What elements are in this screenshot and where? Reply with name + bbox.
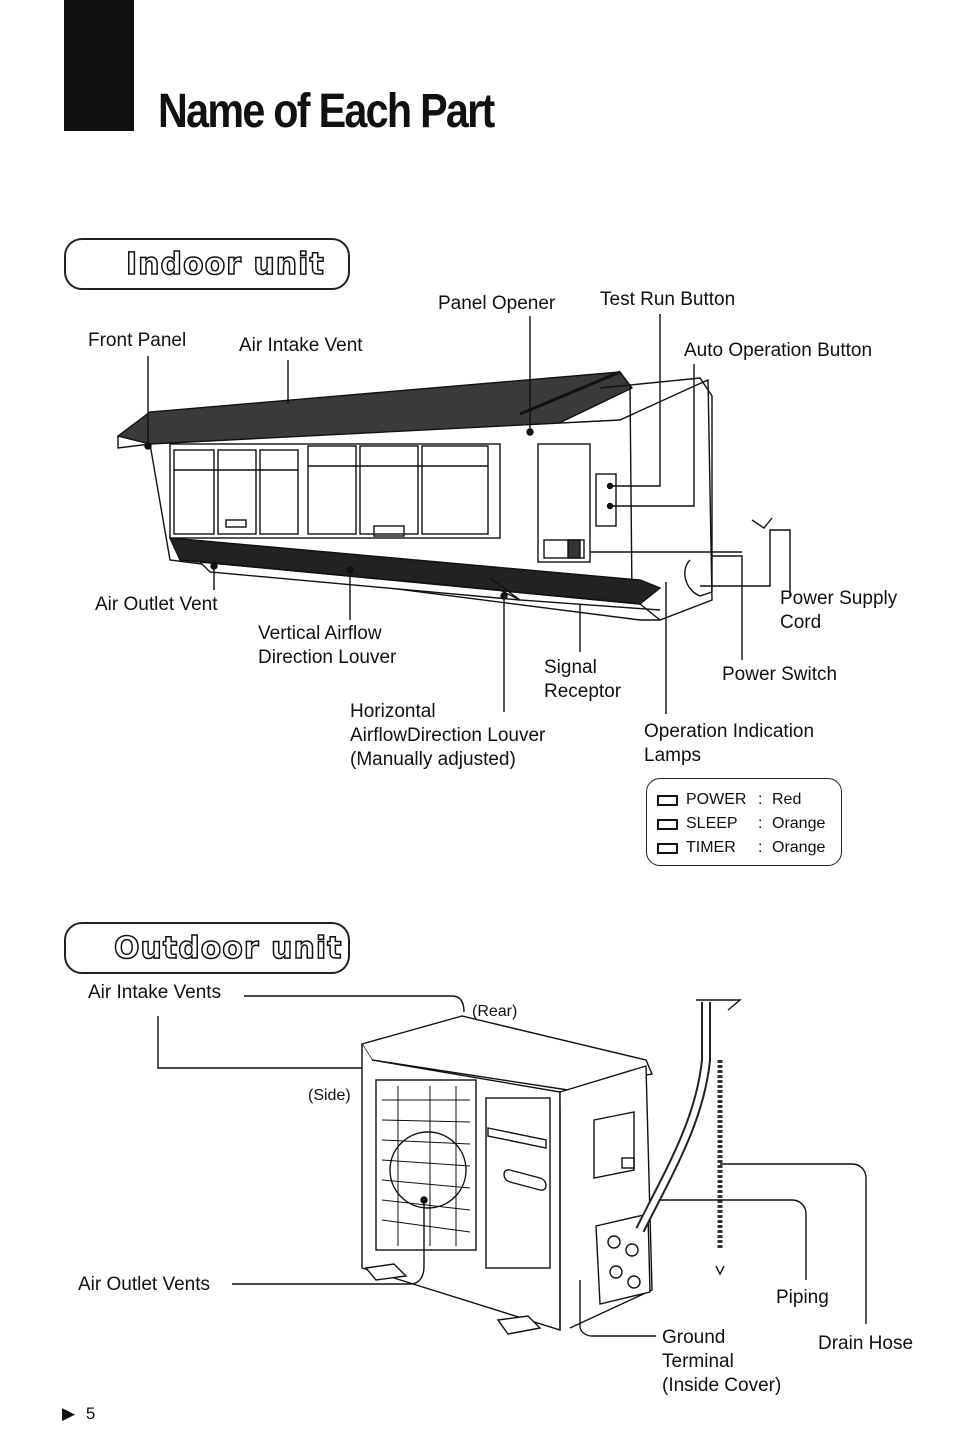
lamp-row-sleep (657, 812, 841, 836)
operation-lamps-line2: Lamps (644, 745, 702, 766)
piping-label: Piping (776, 1287, 829, 1308)
page-title: Name of Each Part (158, 85, 494, 138)
drain-hose-label: Drain Hose (818, 1333, 914, 1354)
lamp-separator: : (758, 839, 763, 856)
power-switch-label: Power Switch (722, 664, 838, 685)
indoor-section-label: Indoor unit (126, 247, 325, 282)
outdoor-section-header (64, 922, 350, 974)
signal-receptor-line2: Receptor (544, 681, 622, 702)
lamp-color: Red (772, 791, 802, 808)
lamp-separator: : (758, 791, 763, 808)
lamp-icon (657, 819, 678, 830)
lamp-row-power (657, 788, 841, 812)
side-label: (Side) (308, 1087, 351, 1104)
air-intake-vent-label: Air Intake Vent (239, 335, 363, 356)
vertical-louver-line2: Direction Louver (258, 647, 397, 668)
vertical-louver-label (258, 622, 396, 670)
lamp-color: Orange (772, 815, 826, 832)
outdoor-unit-illustration (158, 996, 866, 1336)
horizontal-louver-label (350, 700, 545, 772)
operation-lamps-label (644, 720, 814, 768)
lamp-legend (646, 778, 842, 866)
power-supply-cord-line2: Cord (780, 612, 822, 633)
horizontal-louver-line2: AirflowDirection Louver (350, 725, 546, 746)
panel-opener-label: Panel Opener (438, 293, 556, 314)
page-number-value: 5 (85, 1404, 96, 1423)
rear-label: (Rear) (472, 1003, 518, 1020)
lamp-name: TIMER (686, 839, 736, 856)
lamp-row-timer (657, 836, 841, 860)
power-supply-cord-label (780, 587, 897, 635)
operation-lamps-line1: Operation Indication (644, 721, 815, 742)
horizontal-louver-line1: Horizontal (350, 701, 436, 722)
ground-terminal-line1: Ground (662, 1327, 726, 1348)
lamp-icon (657, 795, 678, 806)
ground-terminal-label (662, 1326, 781, 1398)
front-panel-label: Front Panel (88, 330, 187, 351)
ground-terminal-line2: Terminal (662, 1351, 734, 1372)
air-outlet-vents-label: Air Outlet Vents (78, 1274, 211, 1295)
test-run-button-label: Test Run Button (600, 289, 736, 310)
signal-receptor-line1: Signal (544, 657, 597, 678)
page-marker-icon: ▶ (62, 1404, 76, 1423)
lamp-separator: : (758, 815, 763, 832)
ground-terminal-line3: (Inside Cover) (662, 1375, 782, 1396)
lamp-name: POWER (686, 791, 747, 808)
vertical-louver-line1: Vertical Airflow (258, 623, 382, 644)
power-supply-cord-line1: Power Supply (780, 588, 898, 609)
auto-operation-button-label: Auto Operation Button (684, 340, 873, 361)
air-intake-vents-label: Air Intake Vents (88, 982, 222, 1003)
lamp-name: SLEEP (686, 815, 738, 832)
lamp-icon (657, 843, 678, 854)
signal-receptor-label (544, 656, 621, 704)
air-outlet-vent-label: Air Outlet Vent (95, 594, 218, 615)
horizontal-louver-line3: (Manually adjusted) (350, 749, 516, 770)
page-number (62, 1404, 95, 1424)
outdoor-section-label: Outdoor unit (114, 931, 343, 966)
lamp-color: Orange (772, 839, 826, 856)
